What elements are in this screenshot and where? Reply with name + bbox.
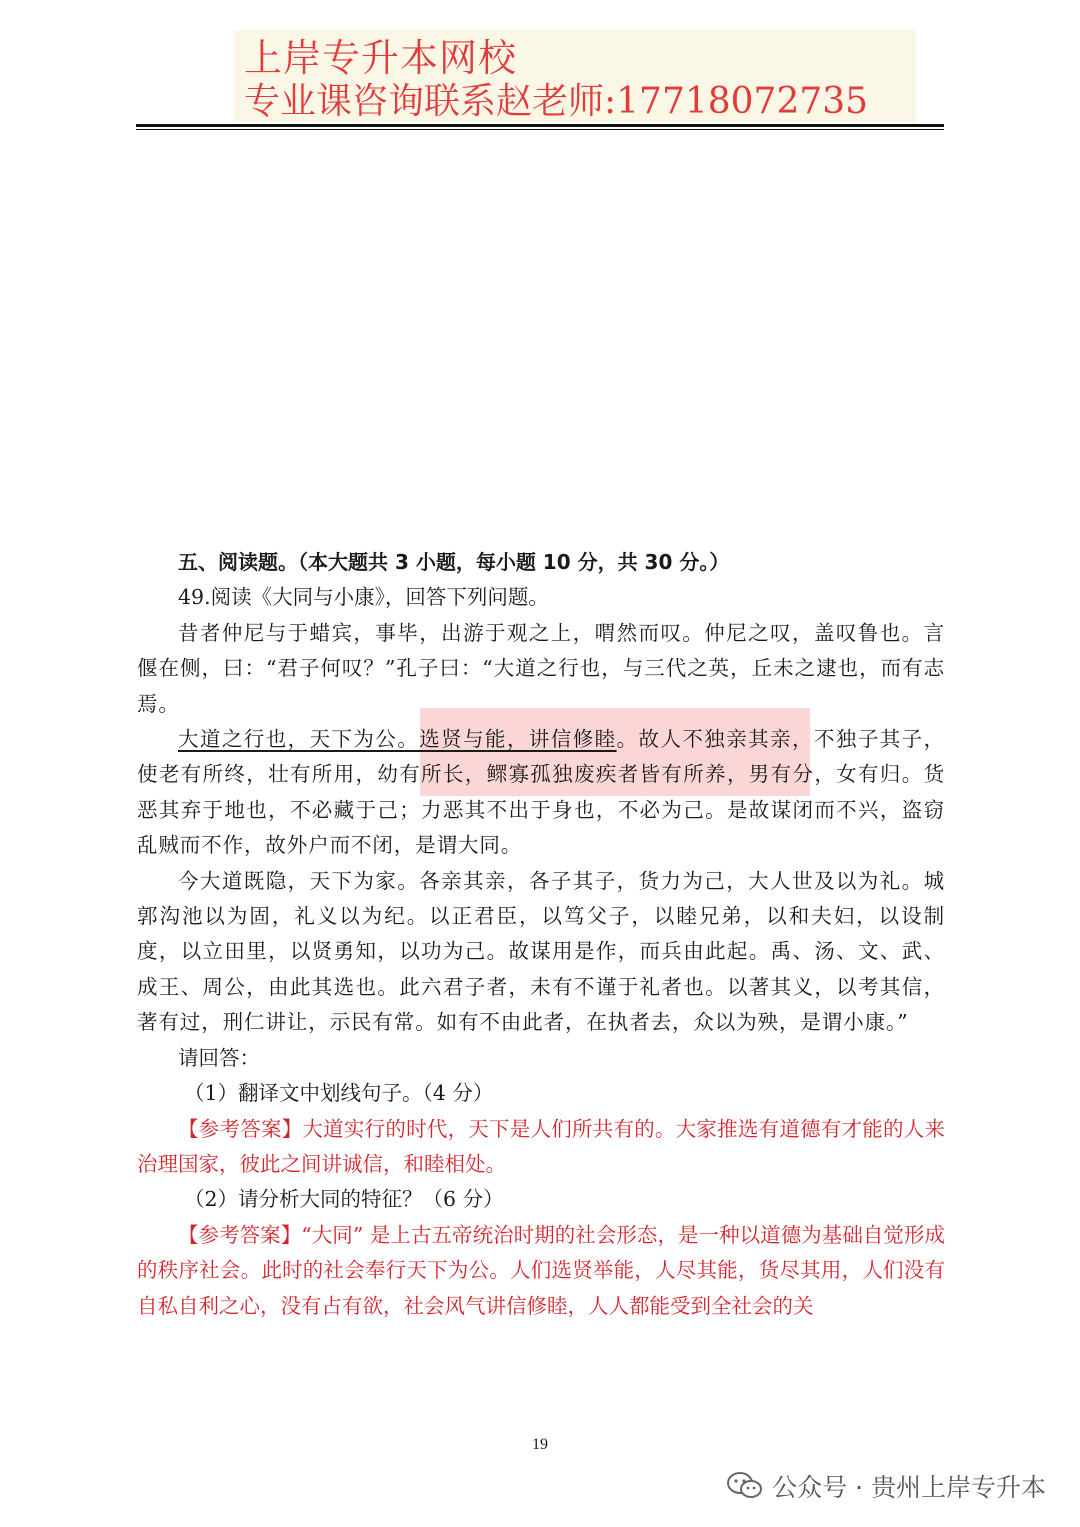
answer-2: [137, 1218, 945, 1324]
document-body: [137, 545, 945, 1324]
wechat-icon: [726, 1471, 764, 1501]
page-number: 19: [532, 1436, 548, 1453]
header-rule-thin: [136, 129, 944, 130]
answer-2-tag: 【参考答案】: [178, 1222, 302, 1247]
banner-contact: 专业课咨询联系赵老师:17718072735: [244, 81, 869, 122]
answer-1-text: 大道实行的时代，天下是人们所共有的。大家推选有道德有才能的人来治理国家，彼此之间讲诚信，和睦相处。: [137, 1116, 946, 1176]
footer-account-name: 公众号 · 贵州上岸专升本: [772, 1473, 1046, 1502]
header-rule-thick: [136, 124, 944, 127]
answer-2-text: “大同” 是上古五帝统治时期的社会形态，是一种以道德为基础自觉形成的秩序社会。此时的社会奉行天下为公。人们选贤举能，人尽其能，货尽其用，人们没有自私自利之心，没有占有欲，社会风气讲信修睦，人人都能受到全社会的关: [137, 1222, 945, 1318]
question-1: （1）翻译文中划线句子。（4 分）: [184, 1081, 494, 1106]
underlined-sentence: 大道之行也，天下为公。选贤与能，讲信修睦: [178, 727, 617, 752]
passage-paragraph-2-rest: 。故人不独亲其亲，不独子其子，使老有所终，壮有所用，幼有所长，鳏寡孤独废疾者皆有所养，男有分，女有归。货恶其弃于地也，不必藏于己；力恶其不出于身也，不必为己。是故谋闭而不兴，盗窃乱贼而不作，故外户而不闭，是谓大同。: [137, 727, 946, 858]
banner-school-name: 上岸专升本网校: [244, 36, 518, 80]
answer-1-tag: 【参考答案】: [178, 1116, 303, 1141]
question-title: 49.阅读《大同与小康》，回答下列问题。: [178, 585, 549, 610]
passage-paragraph-3: 今大道既隐，天下为家。各亲其亲，各子其子，货力为己，大人世及以为礼。城郭沟池以为固，礼义以为纪。以正君臣，以笃父子，以睦兄弟，以和夫妇，以设制度，以立田里，以贤勇知，以功为己。故谋用是作，而兵由此起。禹、汤、文、武、成王、周公，由此其选也。此六君子者，未有不谨于礼者也。以著其义，以考其信，著有过，刑仁讲让，示民有常。如有不由此者，在执者去，众以为殃，是谓小康。”: [137, 868, 945, 1035]
question-2: （2）请分析大同的特征？（6 分）: [184, 1187, 504, 1212]
section-heading: 五、阅读题。（本大题共 3 小题，每小题 10 分，共 30 分。）: [178, 550, 730, 574]
answer-1: [137, 1112, 945, 1183]
header-banner: [234, 30, 916, 122]
passage-paragraph-2: [137, 722, 945, 864]
passage-paragraph-1: 昔者仲尼与于蜡宾，事毕，出游于观之上，喟然而叹。仲尼之叹，盖叹鲁也。言偃在侧，曰：“君子何叹？”孔子曰：“大道之行也，与三代之英，丘未之逮也，而有志焉。: [137, 620, 945, 716]
footer-watermark: [726, 1466, 1046, 1506]
answer-prompt: 请回答：: [178, 1045, 260, 1070]
